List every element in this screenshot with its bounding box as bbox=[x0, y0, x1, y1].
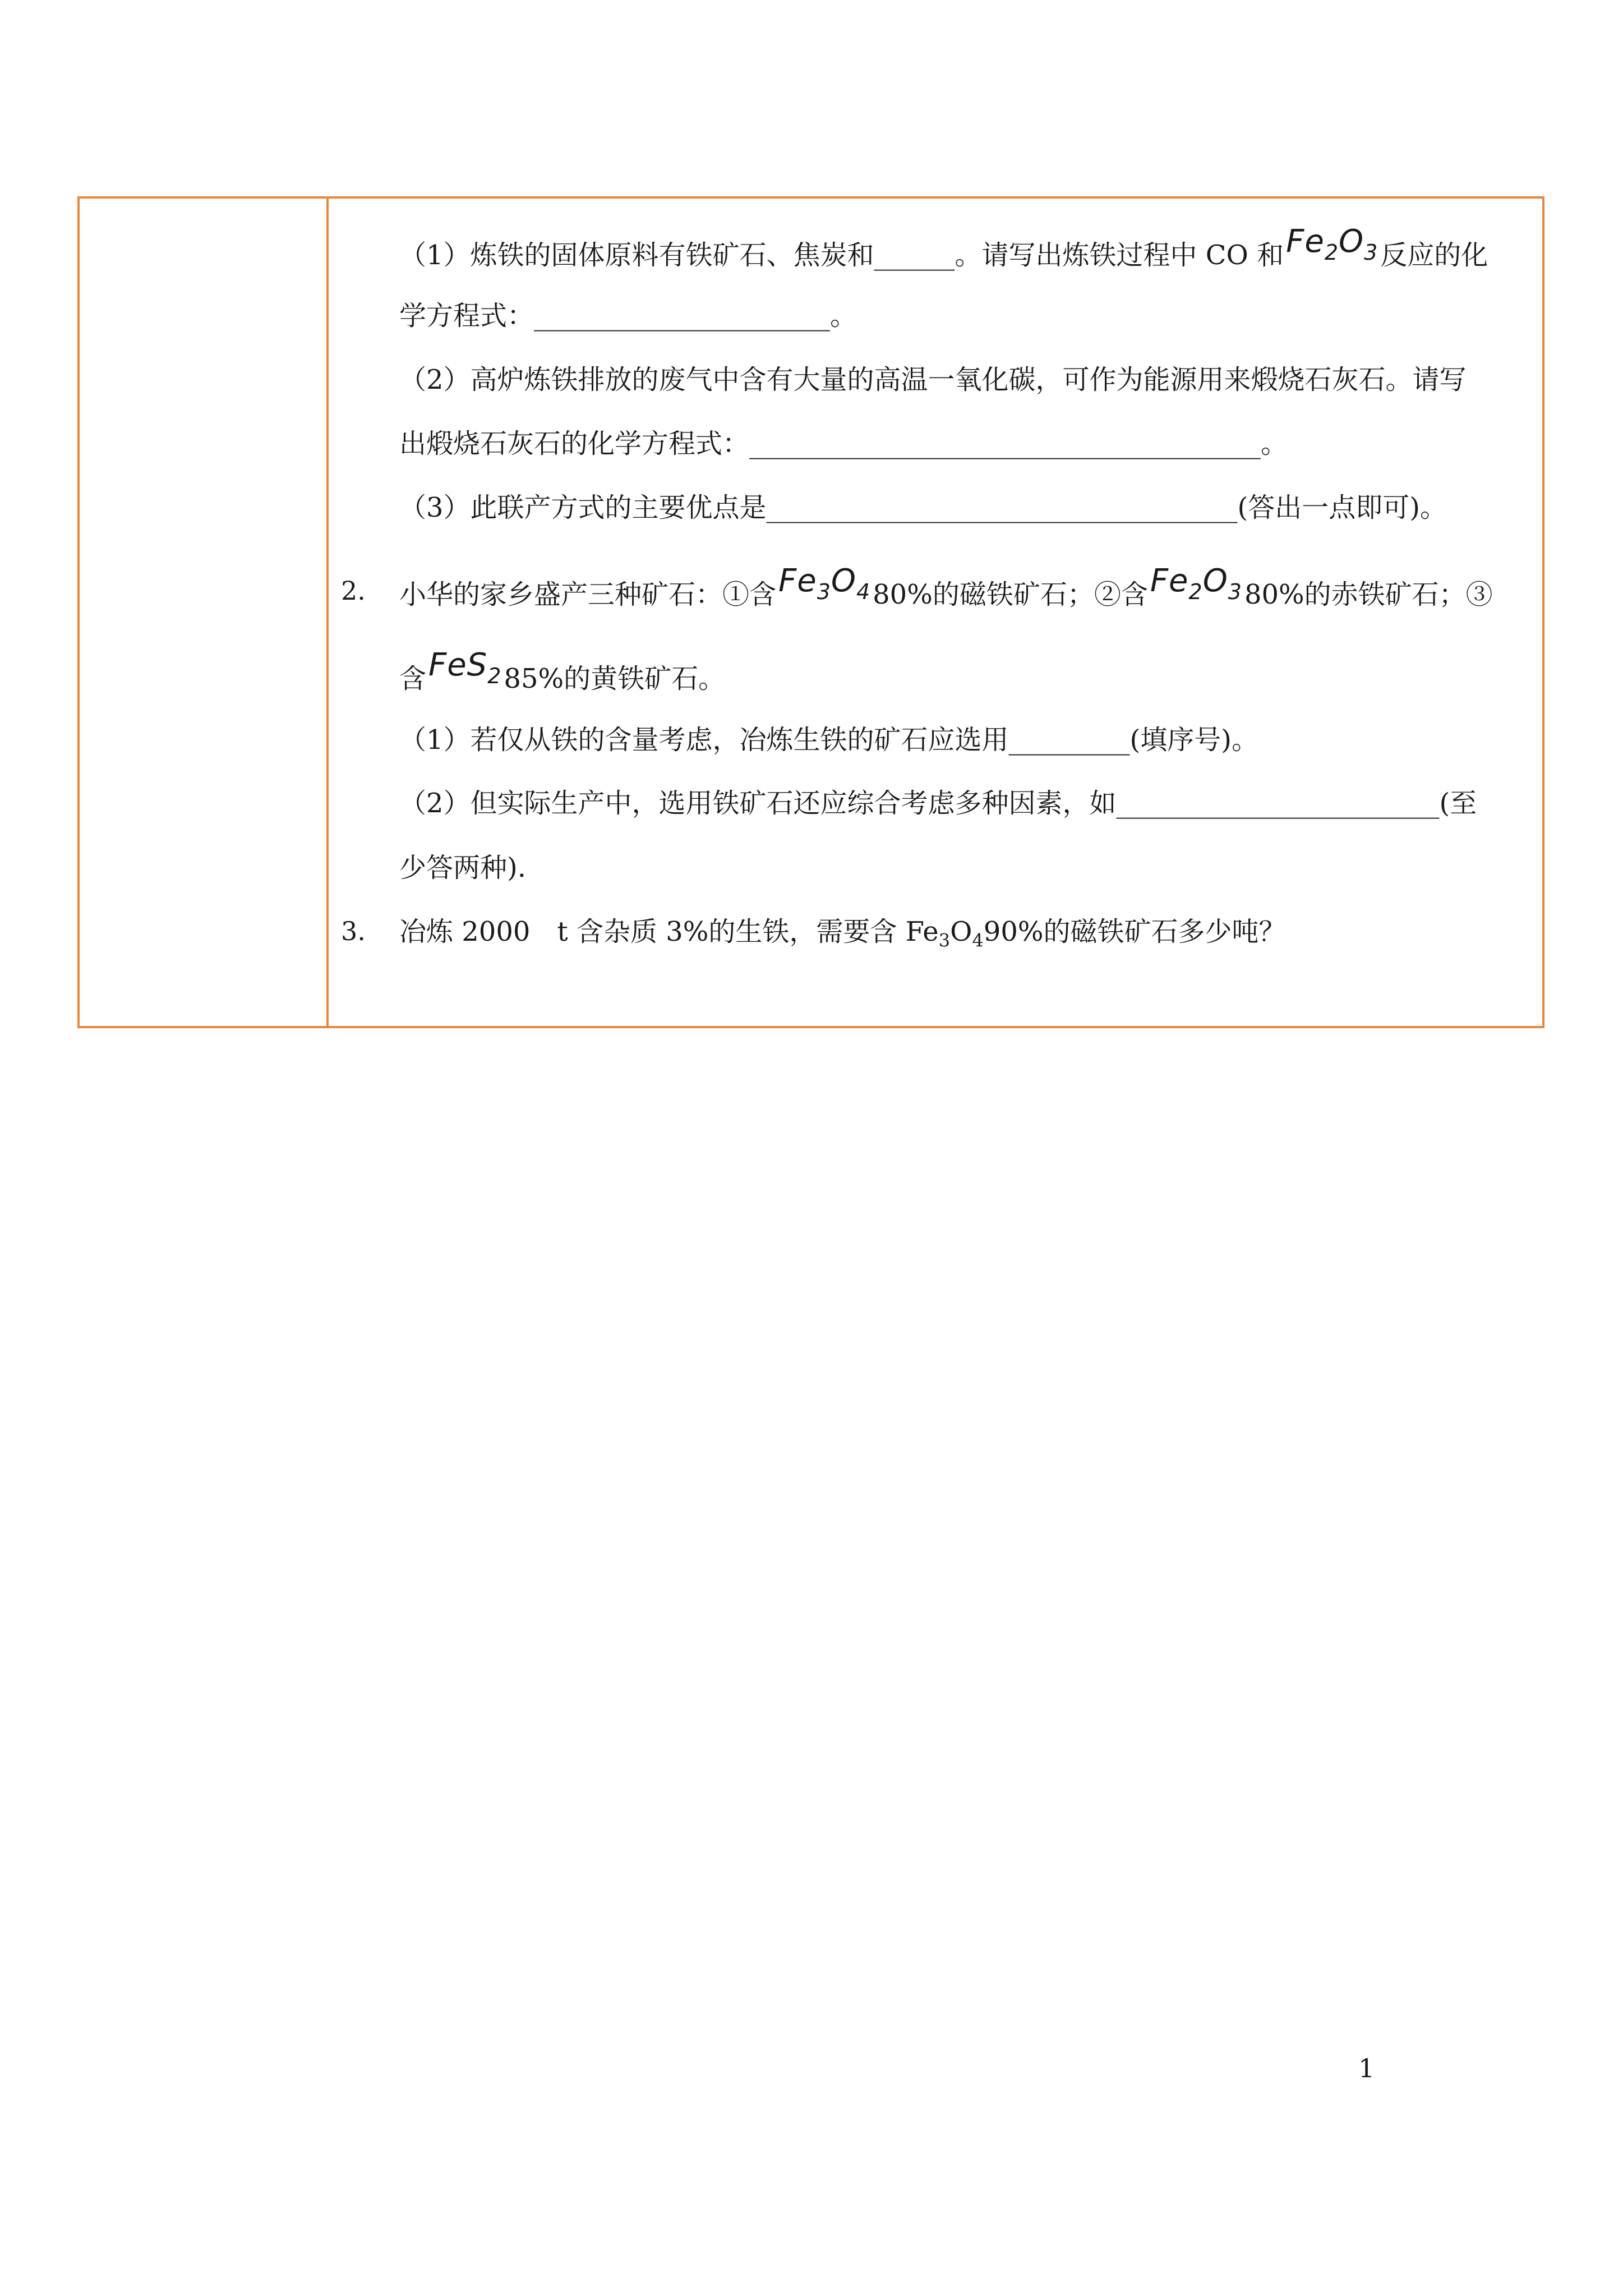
formula-fe2o3: $Fe_2O_3$ bbox=[1286, 223, 1378, 265]
formula-fe2o3: $Fe_2O_3$ bbox=[1150, 563, 1242, 604]
q3-number: 3. bbox=[341, 916, 366, 946]
q2-part2-line1: （2）但实际生产中，选用铁矿石还应综合考虑多种因素，如________________________(至 bbox=[399, 788, 1477, 819]
q3-text: 冶炼 2000 t 含杂质 3%的生铁，需要含 $Fe_3O_490\%$的磁铁矿石多少吨？ bbox=[399, 916, 1286, 951]
q1-part1-text-a: （1）炼铁的固体原料有铁矿石、焦炭和______。请写出炼铁过程中 CO 和 bbox=[399, 240, 1284, 271]
q2-line1: 小华的家乡盛产三种矿石：①含$Fe_3O_480\%$的磁铁矿石；②含$Fe_2O_380\%$的赤铁矿石；③ bbox=[399, 563, 1493, 610]
q1-part1-line2: 学方程式：______________________。 bbox=[399, 300, 857, 332]
q1-part1-line1 bbox=[399, 223, 1488, 275]
page-number: 1 bbox=[1358, 2053, 1375, 2083]
q1-part1-text-b: 反应的化 bbox=[1380, 240, 1488, 271]
q2-number: 2. bbox=[341, 576, 366, 606]
q1-part2-line2: 出煅烧石灰石的化学方程式：______________________________________。 bbox=[399, 428, 1288, 459]
q2-line2: 含FeS$_2$85%的黄铁矿石。 bbox=[399, 647, 726, 694]
q1-part3-line1: （3）此联产方式的主要优点是___________________________________(答出一点即可)。 bbox=[399, 492, 1447, 523]
q2-part2-line2: 少答两种). bbox=[399, 852, 526, 884]
formula-fe3o4: $Fe_3O_4$ bbox=[778, 563, 871, 604]
q1-part2-line1: （2）高炉炼铁排放的废气中含有大量的高温一氧化碳，可作为能源用来煅烧石灰石。请写 bbox=[399, 364, 1467, 395]
q2-part1: （1）若仅从铁的含量考虑，冶炼生铁的矿石应选用_________(填序号)。 bbox=[399, 724, 1258, 756]
formula-fes2: FeS$_2$ bbox=[428, 647, 502, 688]
